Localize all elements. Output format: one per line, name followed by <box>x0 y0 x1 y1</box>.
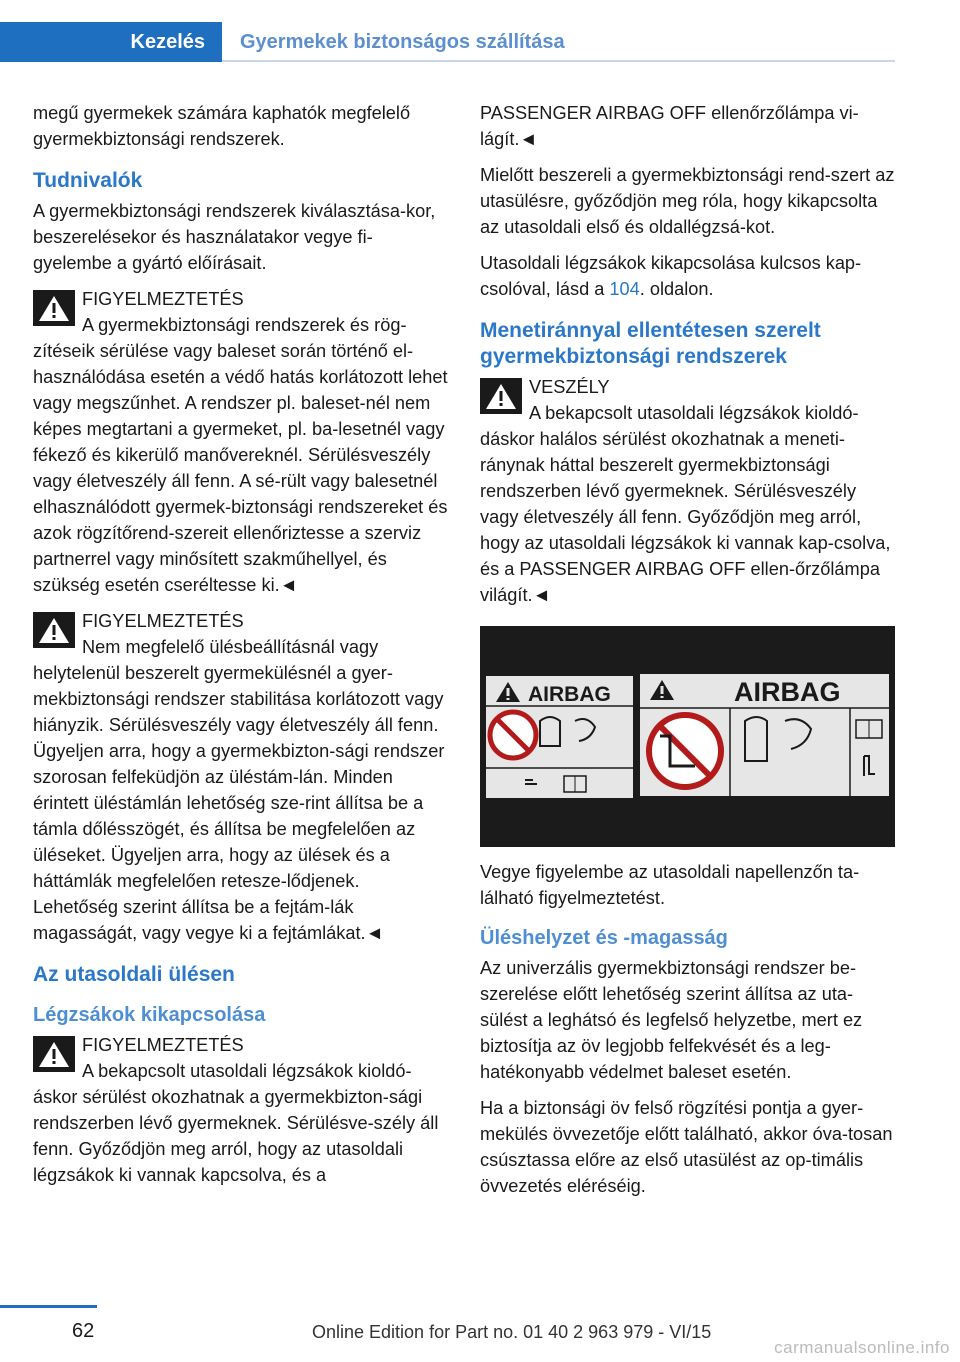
airbag-label-small: AIRBAG <box>528 683 611 706</box>
warning-triangle-icon <box>33 1036 75 1072</box>
danger-block <box>480 374 895 608</box>
warning-text: Nem megfelelő ülésbeállításnál vagy helytelenül beszerelt gyermekülésnél a gyer-mekbiztonsági rendszer stabilitása korlátozott vagy hiányzik. Sérülésveszély vagy életveszély áll fenn. Ügyeljen arra, hogy a gyermekbizton-sági rendszer szorosan felfeküdjön az üléstám-lán. Minden érintett üléstámlán lehetőség sze-rint állítsa be a támla dőlésszögét, és állítsa be megfelelően az üléseket. Ügyeljen arra, hogy az ülések és a háttámlák megfelelően retesze-lődjenek. Lehetőség szerint állítsa be a fejtám-lák magasságát, vagy vegye ki a fejtámlákat.◄ <box>33 637 445 943</box>
paragraph-seat-position: Az univerzális gyermekbiztonsági rendszer be-szerelése előtt lehetőség szerint állítsa az uta-sülést a leghátsó és legfelső helyzetbe, mert ez biztosítja az öv legjobb felfekvését és a leg-hatékonyabb védelmet baleset esetén. <box>480 958 863 1082</box>
airbag-label-figure <box>480 626 895 847</box>
heading-uleshelyzet: Üléshelyzet és -magasság <box>480 927 728 949</box>
danger-text: A bekapcsolt utasoldali légzsákok kioldó-dáskor halálos sérülést okozhatnak a meneti-ránynak háttal beszerelt gyermekbiztonsági rendszerben lévő gyermeknek. Sérülésveszély vagy életveszély áll fenn. Győződjön meg arról, hogy az utasoldali légzsákok ki vannak kap-csolva, és a PASSENGER AIRBAG OFF ellen-őrzőlámpa világít.◄ <box>480 403 891 605</box>
page-header <box>0 22 895 62</box>
right-column <box>480 100 895 1209</box>
footer-divider <box>0 1305 97 1308</box>
paragraph-key-switch <box>480 250 895 302</box>
warning-title: FIGYELMEZTETÉS <box>82 1035 244 1055</box>
page-number: 62 <box>72 1320 95 1342</box>
header-divider <box>222 60 895 62</box>
page-link[interactable]: 104 <box>609 279 640 299</box>
paragraph-tudnivalok: A gyermekbiztonsági rendszerek kiválasztása-kor, beszerelésekor és használatakor vegye fi-gyelembe a gyártó előírásait. <box>33 201 436 273</box>
airbag-label-large: AIRBAG <box>734 677 841 707</box>
paragraph-before-install: Mielőtt beszereli a gyermekbiztonsági rend-szert az utasülésre, győződjön meg róla, hogy kikapcsolta az utasoldali első és oldallégzsá-kot. <box>480 165 895 237</box>
footer-edition: Online Edition for Part no. 01 40 2 963 979 - VI/15 <box>312 1322 712 1342</box>
left-column <box>33 100 448 1198</box>
warning-triangle-icon <box>33 290 75 326</box>
paragraph-airbag-off: PASSENGER AIRBAG OFF ellenőrzőlámpa vi-lágít.◄ <box>480 103 859 149</box>
airbag-label-illustration <box>480 626 895 847</box>
text-span: . oldalon. <box>639 279 714 299</box>
heading-menetirany: Menetiránnyal ellentétesen szerelt gyermekbiztonsági rendszerek <box>480 319 821 368</box>
warning-triangle-icon <box>480 378 522 414</box>
watermark: carmanualsonline.info <box>774 1338 950 1357</box>
warning-block-3 <box>33 1032 448 1188</box>
heading-legzsak: Légzsákok kikapcsolása <box>33 1004 266 1026</box>
paragraph-sunvisor: Vegye figyelembe az utasoldali napellenzőn ta-lálható figyelmeztetést. <box>480 862 860 908</box>
warning-text: A gyermekbiztonsági rendszerek és rög-zítéseik sérülése vagy baleset során történő el-használódása esetén a védő hatás korlátozott lehet vagy megszűnhet. A rendszer pl. baleset-nél nem képes megtartani a gyermeket, pl. ba-lesetnél vagy fékező és kikerülő manővereknél. Sérülésveszély vagy életveszély áll fenn. A sé-rült vagy balesetnél elhasználódott gyermek-biztonsági rendszereket és azok rögzítőrend-szereit ellenőriztesse a szerviz partnerrel vagy minősített szakműhellyel, és szükség esetén cseréltesse ki.◄ <box>33 315 448 595</box>
section-tab[interactable]: Kezelés <box>0 22 222 62</box>
paragraph-belt-anchor: Ha a biztonsági öv felső rögzítési pontja a gyer-mekülés övvezetője előtt található, akkor óva-tosan csúsztassa előre az első utasülést az op-timális övvezetés eléréséig. <box>480 1098 893 1196</box>
chapter-title[interactable]: Gyermekek biztonságos szállítása <box>240 30 565 53</box>
warning-block-2 <box>33 608 448 946</box>
danger-title: VESZÉLY <box>529 377 610 397</box>
warning-title: FIGYELMEZTETÉS <box>82 289 244 309</box>
intro-paragraph: megű gyermekek számára kaphatók megfelelő gyermekbiztonsági rendszerek. <box>33 103 411 149</box>
warning-triangle-icon <box>33 612 75 648</box>
warning-block-1 <box>33 286 448 598</box>
warning-title: FIGYELMEZTETÉS <box>82 611 244 631</box>
heading-utasoldali: Az utasoldali ülésen <box>33 963 235 986</box>
heading-tudnivalok: Tudnivalók <box>33 169 143 192</box>
text-span: Utasoldali légzsákok kikapcsolása kulcsos kap-csolóval, lásd a <box>480 253 862 299</box>
warning-text: A bekapcsolt utasoldali légzsákok kioldó-áskor sérülést okozhatnak a gyermekbizton-sági rendszerben lévő gyermeknek. Sérülésve-szély áll fenn. Győződjön meg arról, hogy az utasoldali légzsákok ki vannak kapcsolva, és a <box>33 1061 439 1185</box>
